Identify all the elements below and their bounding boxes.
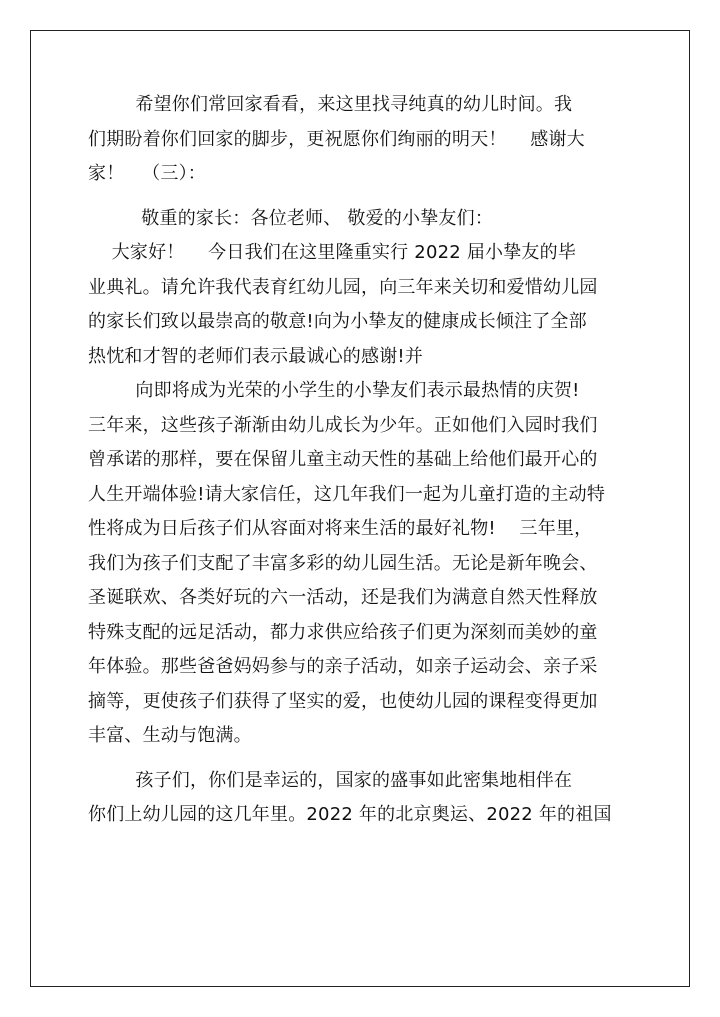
text-line: 向即将成为光荣的小学生的小挚友们表示最热情的庆贺! [88, 380, 580, 401]
text-line: 热忱和才智的老师们表示最诚心的感谢!并 [88, 345, 424, 367]
text-line: 三年来，这些孩子渐渐由幼儿成长为少年。正如他们入园时我们 [88, 414, 598, 436]
text-line: 年体验。那些爸爸妈妈参与的亲子活动，如亲子运动会、亲子采 [88, 656, 598, 677]
text-line: 圣诞联欢、各类好玩的六一活动，还是我们为满意自然天性释放 [88, 587, 598, 608]
text-line: 丰富、生动与饱满。 [88, 725, 252, 746]
text-line: 业典礼。请允许我代表育红幼儿园，向三年来关切和爱惜幼儿园 [88, 276, 598, 298]
text-line: 特殊支配的远足活动，都力求供应给孩子们更为深刻而美妙的童 [88, 621, 598, 643]
text-line: 人生开端体验!请大家信任，这几年我们一起为儿童打造的主动特 [88, 483, 606, 505]
spacer [88, 192, 633, 202]
text-line: 们期盼着你们回家的脚步，更祝愿你们绚丽的明天！ 感谢大 [88, 128, 585, 150]
spacer [88, 754, 633, 764]
text-line: 孩子们，你们是幸运的，国家的盛事如此密集地相伴在 [88, 769, 573, 791]
text-line: 的家长们致以最崇高的敬意!向为小挚友的健康成长倾注了全部 [88, 311, 587, 332]
text-line: 性将成为日后孩子们从容面对将来生活的最好礼物! 三年里， [88, 518, 593, 539]
text-line: 我们为孩子们支配了丰富多彩的幼儿园生活。无论是新年晚会、 [88, 552, 598, 574]
text-line: 家！ （三）： [88, 163, 206, 184]
text-line: 大家好！ 今日我们在这里隆重实行 2022 届小挚友的毕 [88, 242, 577, 263]
text-line: 摘等，更使孩子们获得了坚实的爱，也使幼儿园的课程变得更加 [88, 690, 598, 712]
text-line: 希望你们常回家看看，来这里找寻纯真的幼儿时间。我 [88, 94, 573, 115]
document-body [88, 88, 633, 833]
salutation-line: 敬重的家长：各位老师、 敬爱的小挚友们： [88, 207, 494, 229]
text-line: 曾承诺的那样，要在保留儿童主动天性的基础上给他们最开心的 [88, 449, 598, 470]
text-line: 你们上幼儿园的这几年里。2022 年的北京奥运、2022 年的祖国 [88, 804, 612, 825]
